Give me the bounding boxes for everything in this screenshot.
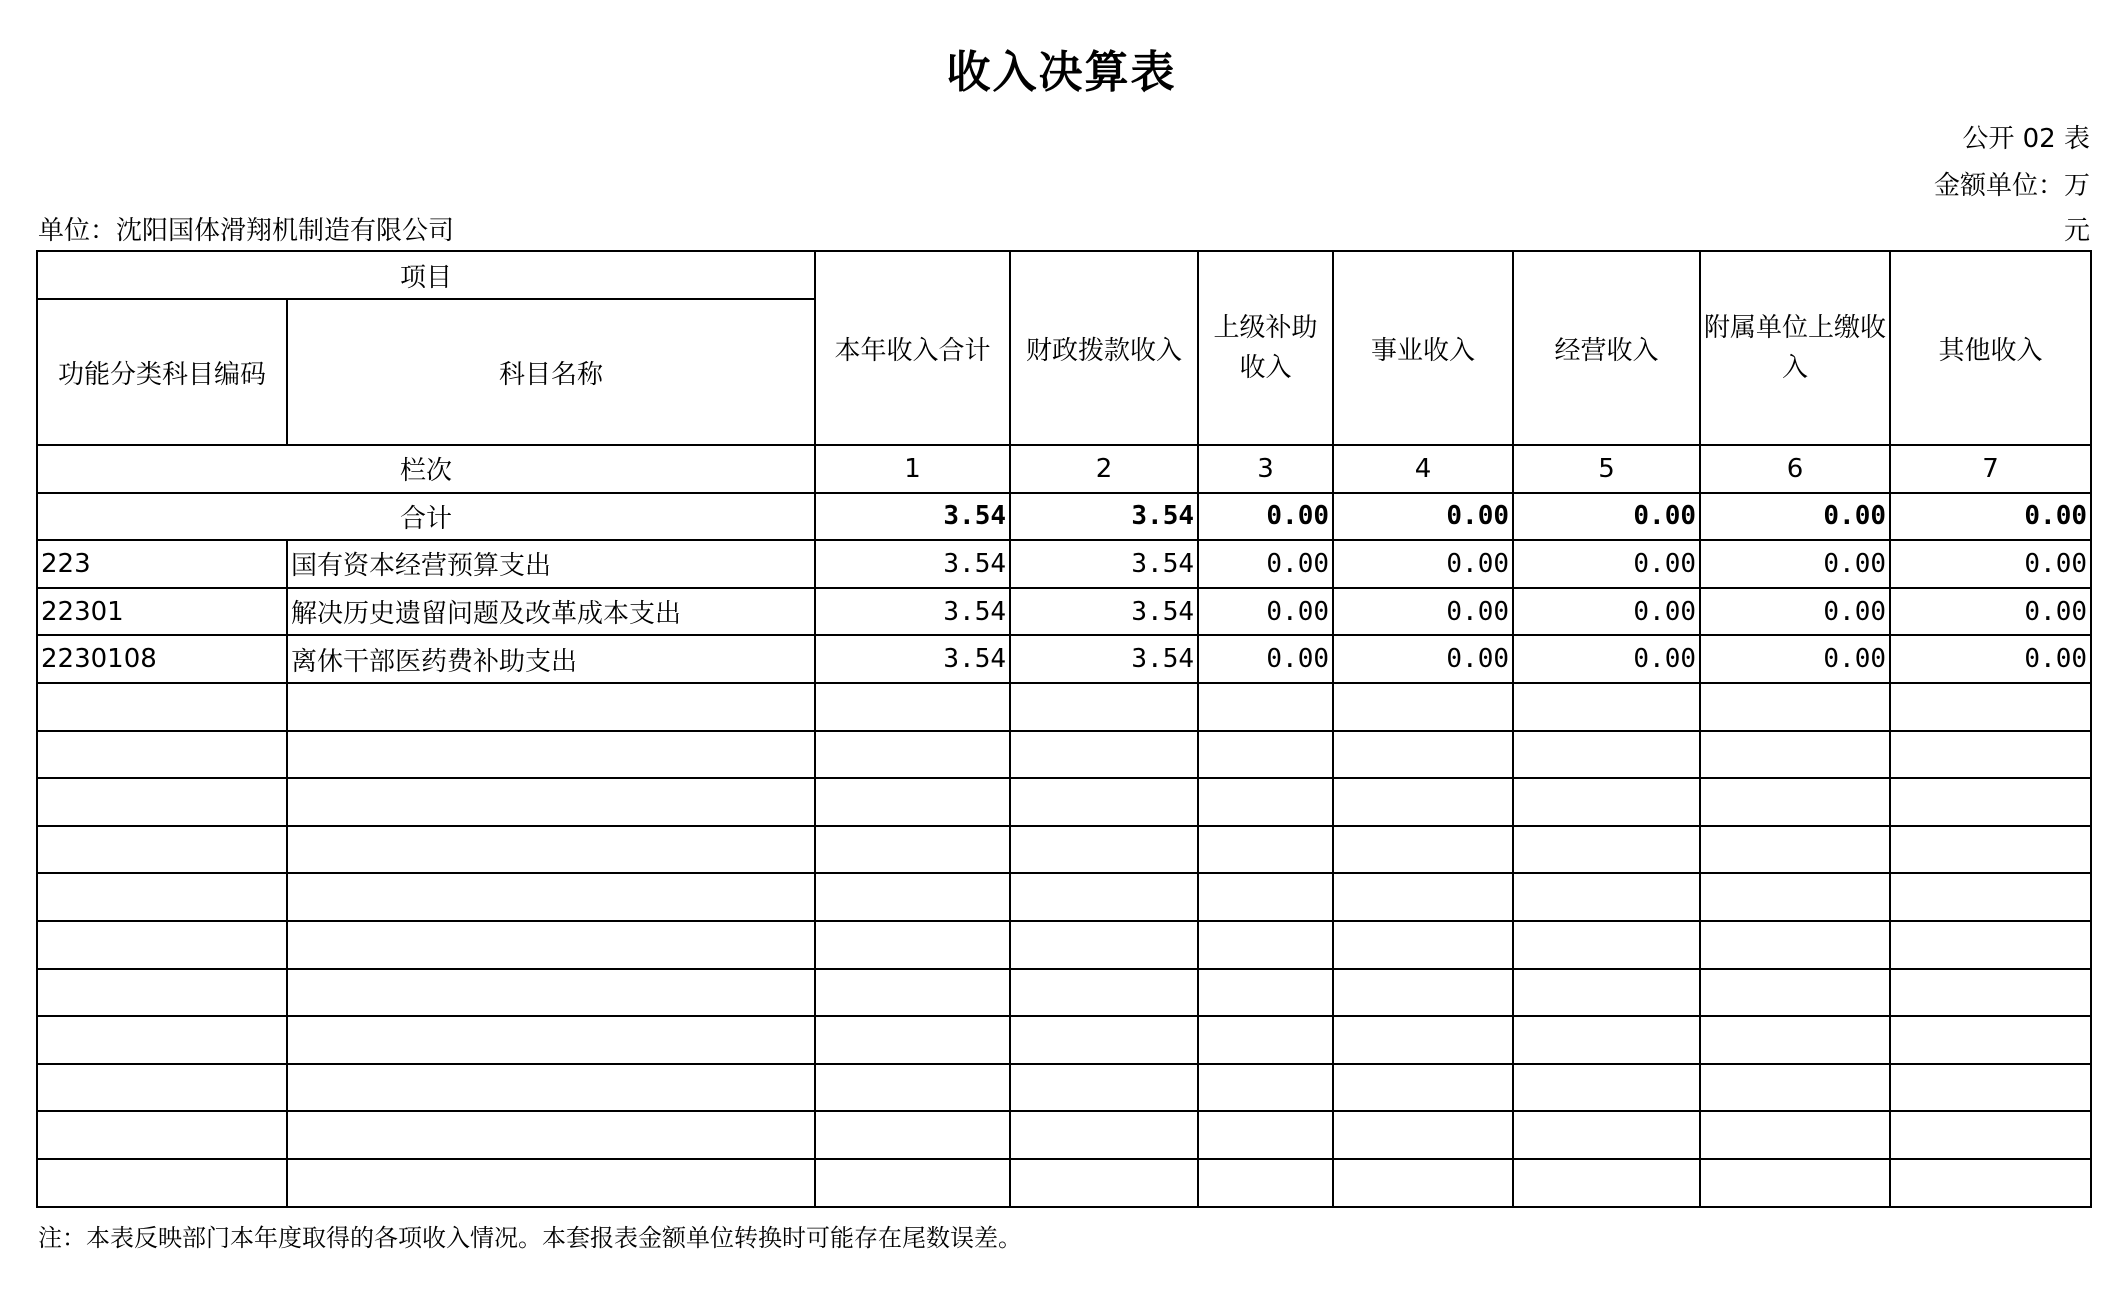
total-value: 0.00 (1890, 493, 2091, 541)
empty-cell (1700, 969, 1890, 1017)
empty-cell (1890, 778, 2091, 826)
empty-cell (1333, 683, 1513, 731)
empty-cell (1700, 1064, 1890, 1112)
empty-cell (37, 1159, 287, 1207)
empty-table-row (37, 1111, 2091, 1159)
header-operating-income: 经营收入 (1513, 251, 1700, 445)
empty-cell (815, 1111, 1010, 1159)
empty-cell (1333, 731, 1513, 779)
empty-cell (1700, 1016, 1890, 1064)
row-value: 0.00 (1198, 540, 1333, 588)
empty-cell (287, 826, 815, 874)
empty-cell (287, 731, 815, 779)
empty-cell (1198, 1064, 1333, 1112)
empty-cell (37, 683, 287, 731)
empty-table-row (37, 1159, 2091, 1207)
table-row (37, 588, 2091, 636)
column-number: 5 (1513, 445, 1700, 493)
row-value: 0.00 (1700, 588, 1890, 636)
amount-unit-continued: 元 (2063, 216, 2090, 246)
total-value: 0.00 (1198, 493, 1333, 541)
row-value: 3.54 (815, 635, 1010, 683)
empty-table-row (37, 826, 2091, 874)
row-value: 0.00 (1700, 540, 1890, 588)
empty-cell (287, 1016, 815, 1064)
empty-cell (815, 1016, 1010, 1064)
total-label: 合计 (37, 493, 815, 541)
empty-cell (815, 731, 1010, 779)
empty-cell (287, 1111, 815, 1159)
empty-cell (37, 1111, 287, 1159)
empty-cell (1513, 778, 1700, 826)
empty-table-row (37, 873, 2091, 921)
header-project: 项目 (37, 251, 815, 299)
column-number: 7 (1890, 445, 2091, 493)
empty-cell (1700, 921, 1890, 969)
empty-cell (1700, 826, 1890, 874)
empty-cell (1700, 1111, 1890, 1159)
total-value: 0.00 (1700, 493, 1890, 541)
empty-cell (37, 873, 287, 921)
empty-cell (1010, 1111, 1198, 1159)
empty-cell (1010, 1016, 1198, 1064)
row-value: 0.00 (1513, 540, 1700, 588)
empty-cell (1333, 1016, 1513, 1064)
empty-cell (1010, 826, 1198, 874)
empty-cell (815, 1064, 1010, 1112)
empty-cell (1890, 1111, 2091, 1159)
row-name: 离休干部医药费补助支出 (287, 635, 815, 683)
empty-table-row (37, 921, 2091, 969)
empty-cell (1333, 1159, 1513, 1207)
empty-cell (1198, 826, 1333, 874)
empty-cell (1700, 1159, 1890, 1207)
empty-cell (1513, 826, 1700, 874)
row-value: 0.00 (1198, 635, 1333, 683)
total-value: 0.00 (1513, 493, 1700, 541)
row-name: 国有资本经营预算支出 (287, 540, 815, 588)
empty-cell (287, 873, 815, 921)
table-row (37, 540, 2091, 588)
row-value: 0.00 (1513, 635, 1700, 683)
empty-cell (1010, 778, 1198, 826)
empty-cell (1010, 1064, 1198, 1112)
total-value: 0.00 (1333, 493, 1513, 541)
empty-cell (815, 969, 1010, 1017)
row-value: 0.00 (1198, 588, 1333, 636)
total-value: 3.54 (815, 493, 1010, 541)
empty-cell (1198, 778, 1333, 826)
empty-rows (37, 683, 2091, 1207)
row-value: 3.54 (1010, 540, 1198, 588)
empty-cell (287, 969, 815, 1017)
empty-cell (815, 1159, 1010, 1207)
empty-cell (37, 826, 287, 874)
empty-table-row (37, 969, 2091, 1017)
empty-cell (1010, 731, 1198, 779)
row-value: 0.00 (1890, 588, 2091, 636)
empty-cell (37, 921, 287, 969)
header-code: 功能分类科目编码 (37, 299, 287, 445)
empty-table-row (37, 683, 2091, 731)
empty-cell (1333, 921, 1513, 969)
empty-cell (1513, 921, 1700, 969)
empty-cell (1700, 683, 1890, 731)
empty-cell (287, 921, 815, 969)
header-affiliated-remittance: 附属单位上缴收入 (1700, 251, 1890, 445)
empty-cell (815, 873, 1010, 921)
empty-cell (1010, 1159, 1198, 1207)
column-number-row (37, 445, 2091, 493)
row-value: 3.54 (815, 588, 1010, 636)
column-number: 1 (815, 445, 1010, 493)
empty-cell (1333, 873, 1513, 921)
column-number: 2 (1010, 445, 1198, 493)
empty-cell (1333, 969, 1513, 1017)
row-value: 0.00 (1890, 635, 2091, 683)
empty-cell (1513, 1111, 1700, 1159)
empty-cell (1198, 1111, 1333, 1159)
row-value: 3.54 (1010, 635, 1198, 683)
empty-cell (1198, 731, 1333, 779)
row-code: 2230108 (37, 635, 287, 683)
empty-cell (1198, 683, 1333, 731)
header-fiscal-allocation: 财政拨款收入 (1010, 251, 1198, 445)
empty-cell (1010, 873, 1198, 921)
empty-cell (1890, 1016, 2091, 1064)
header-name: 科目名称 (287, 299, 815, 445)
empty-cell (1890, 1064, 2091, 1112)
empty-cell (815, 683, 1010, 731)
empty-cell (37, 969, 287, 1017)
reporting-unit: 单位：沈阳国体滑翔机制造有限公司 (38, 216, 455, 246)
empty-cell (287, 683, 815, 731)
footnote: 注：本表反映部门本年度取得的各项收入情况。本套报表金额单位转换时可能存在尾数误差。 (38, 1224, 1022, 1252)
empty-cell (1513, 1016, 1700, 1064)
empty-cell (37, 778, 287, 826)
empty-cell (1333, 1111, 1513, 1159)
empty-cell (37, 1064, 287, 1112)
empty-cell (1333, 826, 1513, 874)
empty-cell (37, 731, 287, 779)
row-code: 22301 (37, 588, 287, 636)
empty-cell (1890, 1159, 2091, 1207)
empty-cell (1513, 731, 1700, 779)
empty-cell (1700, 778, 1890, 826)
column-number-label: 栏次 (37, 445, 815, 493)
row-name: 解决历史遗留问题及改革成本支出 (287, 588, 815, 636)
header-other-income: 其他收入 (1890, 251, 2091, 445)
empty-cell (1198, 1159, 1333, 1207)
empty-cell (1198, 873, 1333, 921)
empty-cell (1700, 873, 1890, 921)
empty-cell (1333, 1064, 1513, 1112)
empty-cell (815, 778, 1010, 826)
empty-cell (1333, 778, 1513, 826)
empty-cell (287, 778, 815, 826)
page-title: 收入决算表 (946, 47, 1177, 98)
empty-cell (287, 1159, 815, 1207)
empty-table-row (37, 731, 2091, 779)
header-business-income: 事业收入 (1333, 251, 1513, 445)
empty-cell (815, 921, 1010, 969)
empty-table-row (37, 778, 2091, 826)
empty-cell (1513, 683, 1700, 731)
empty-cell (1890, 921, 2091, 969)
row-value: 3.54 (1010, 588, 1198, 636)
empty-cell (1010, 969, 1198, 1017)
total-value: 3.54 (1010, 493, 1198, 541)
row-value: 3.54 (815, 540, 1010, 588)
row-value: 0.00 (1700, 635, 1890, 683)
form-code: 公开 02 表 (1962, 124, 2090, 154)
empty-table-row (37, 1016, 2091, 1064)
empty-cell (1198, 969, 1333, 1017)
total-row (37, 493, 2091, 541)
header-superior-subsidy: 上级补助收入 (1198, 251, 1333, 445)
income-table (36, 250, 2092, 1208)
header-total-income: 本年收入合计 (815, 251, 1010, 445)
empty-cell (1513, 969, 1700, 1017)
amount-unit: 金额单位：万 (1933, 171, 2090, 201)
row-code: 223 (37, 540, 287, 588)
empty-cell (1890, 969, 2091, 1017)
column-number: 6 (1700, 445, 1890, 493)
empty-cell (1513, 1064, 1700, 1112)
empty-table-row (37, 1064, 2091, 1112)
row-value: 0.00 (1890, 540, 2091, 588)
empty-cell (1010, 921, 1198, 969)
empty-cell (37, 1016, 287, 1064)
empty-cell (287, 1064, 815, 1112)
empty-cell (815, 826, 1010, 874)
empty-cell (1890, 683, 2091, 731)
empty-cell (1513, 873, 1700, 921)
row-value: 0.00 (1513, 588, 1700, 636)
empty-cell (1198, 921, 1333, 969)
column-number: 3 (1198, 445, 1333, 493)
row-value: 0.00 (1333, 635, 1513, 683)
column-number: 4 (1333, 445, 1513, 493)
row-value: 0.00 (1333, 588, 1513, 636)
empty-cell (1700, 731, 1890, 779)
empty-cell (1010, 683, 1198, 731)
table-row (37, 635, 2091, 683)
empty-cell (1890, 873, 2091, 921)
empty-cell (1198, 1016, 1333, 1064)
empty-cell (1890, 826, 2091, 874)
row-value: 0.00 (1333, 540, 1513, 588)
empty-cell (1890, 731, 2091, 779)
empty-cell (1513, 1159, 1700, 1207)
